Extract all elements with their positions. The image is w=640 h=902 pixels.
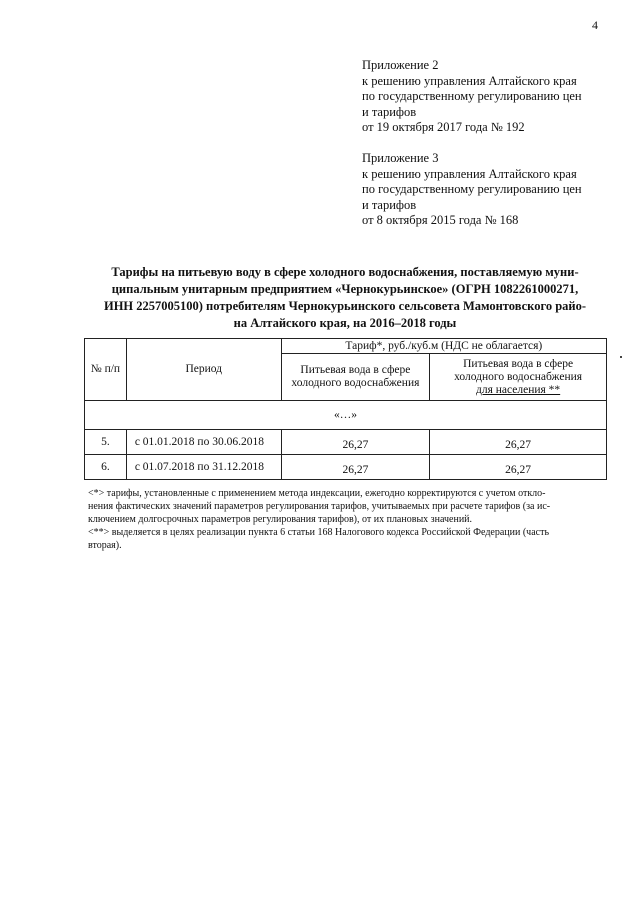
footnotes: [88, 487, 608, 552]
cell-period: с 01.07.2018 по 31.12.2018: [126, 455, 281, 480]
header-tariff-2-line: для населения **: [475, 383, 561, 396]
footnote-line: <**> выделяется в целях реализации пункта 6 статьи 168 Налогового кодекса Российской Федерации (часть: [88, 527, 550, 538]
appendix-2-line: к решению управления Алтайского края: [362, 73, 577, 88]
document-title: [80, 264, 610, 332]
cell-tariff-1: 26,27: [281, 430, 430, 455]
appendix-3-line: Приложение 3: [362, 151, 439, 165]
header-tariff-1: Питьевая вода в сфере холодного водоснабжения: [281, 354, 430, 401]
header-tariff-2-line: Питьевая вода в сфере: [463, 357, 574, 370]
appendix-3-line: и тарифов: [362, 197, 417, 212]
header-period: Период: [126, 339, 281, 401]
cell-period: с 01.01.2018 по 30.06.2018: [126, 430, 281, 455]
table-row: [85, 455, 607, 480]
header-tariff-group: Тариф*, руб./куб.м (НДС не облагается): [281, 339, 606, 354]
title-line: ИНН 2257005100) потребителям Чернокурьинского сельсовета Мамонтовского райо-: [103, 299, 587, 313]
header-tariff-2-line: холодного водоснабжения: [454, 370, 583, 383]
title-line: на Алтайского края, на 2016–2018 годы: [233, 316, 457, 330]
appendix-3-line: к решению управления Алтайского края: [362, 166, 577, 181]
page-number: 4: [592, 18, 598, 32]
footnote-line: <*> тарифы, установленные с применением метода индексации, ежегодно корректируются с учетом откло-: [88, 488, 546, 499]
cell-num: 6.: [85, 455, 127, 480]
appendix-2-heading: [362, 58, 622, 136]
cell-tariff-1: 26,27: [281, 455, 430, 480]
table-row: [85, 430, 607, 455]
footnote-line: вторая).: [88, 540, 122, 551]
cell-tariff-2: 26,27: [430, 455, 607, 480]
scan-speck: [620, 356, 622, 358]
footnote-line: нения фактических значений параметров регулирования тарифов, учитываемых при расчете тарифов (за ис-: [88, 501, 551, 512]
table-row-ellipsis: [85, 401, 607, 430]
table-header-row: [85, 339, 607, 354]
title-line: ципальным унитарным предприятием «Чернокурьинское» (ОГРН 1082261000271,: [111, 282, 579, 296]
appendix-2-line: и тарифов: [362, 104, 417, 119]
header-num: № п/п: [85, 339, 127, 401]
tariff-table: [84, 338, 607, 480]
cell-tariff-2: 26,27: [430, 430, 607, 455]
appendix-3-line: от 8 октября 2015 года № 168: [362, 213, 519, 227]
title-line: Тарифы на питьевую воду в сфере холодного водоснабжения, поставляемую муни-: [111, 265, 579, 279]
appendix-3-heading: [362, 151, 622, 229]
cell-num: 5.: [85, 430, 127, 455]
appendix-2-line: по государственному регулированию цен: [362, 89, 582, 103]
appendix-3-line: по государственному регулированию цен: [362, 182, 582, 196]
appendix-2-line: от 19 октября 2017 года № 192: [362, 120, 525, 134]
appendix-2-line: Приложение 2: [362, 58, 439, 72]
footnote-line: ключением долгосрочных параметров регулирования тарифов), от их плановых значений.: [88, 514, 473, 525]
header-tariff-2: [430, 354, 607, 401]
ellipsis-cell: «…»: [85, 401, 607, 430]
